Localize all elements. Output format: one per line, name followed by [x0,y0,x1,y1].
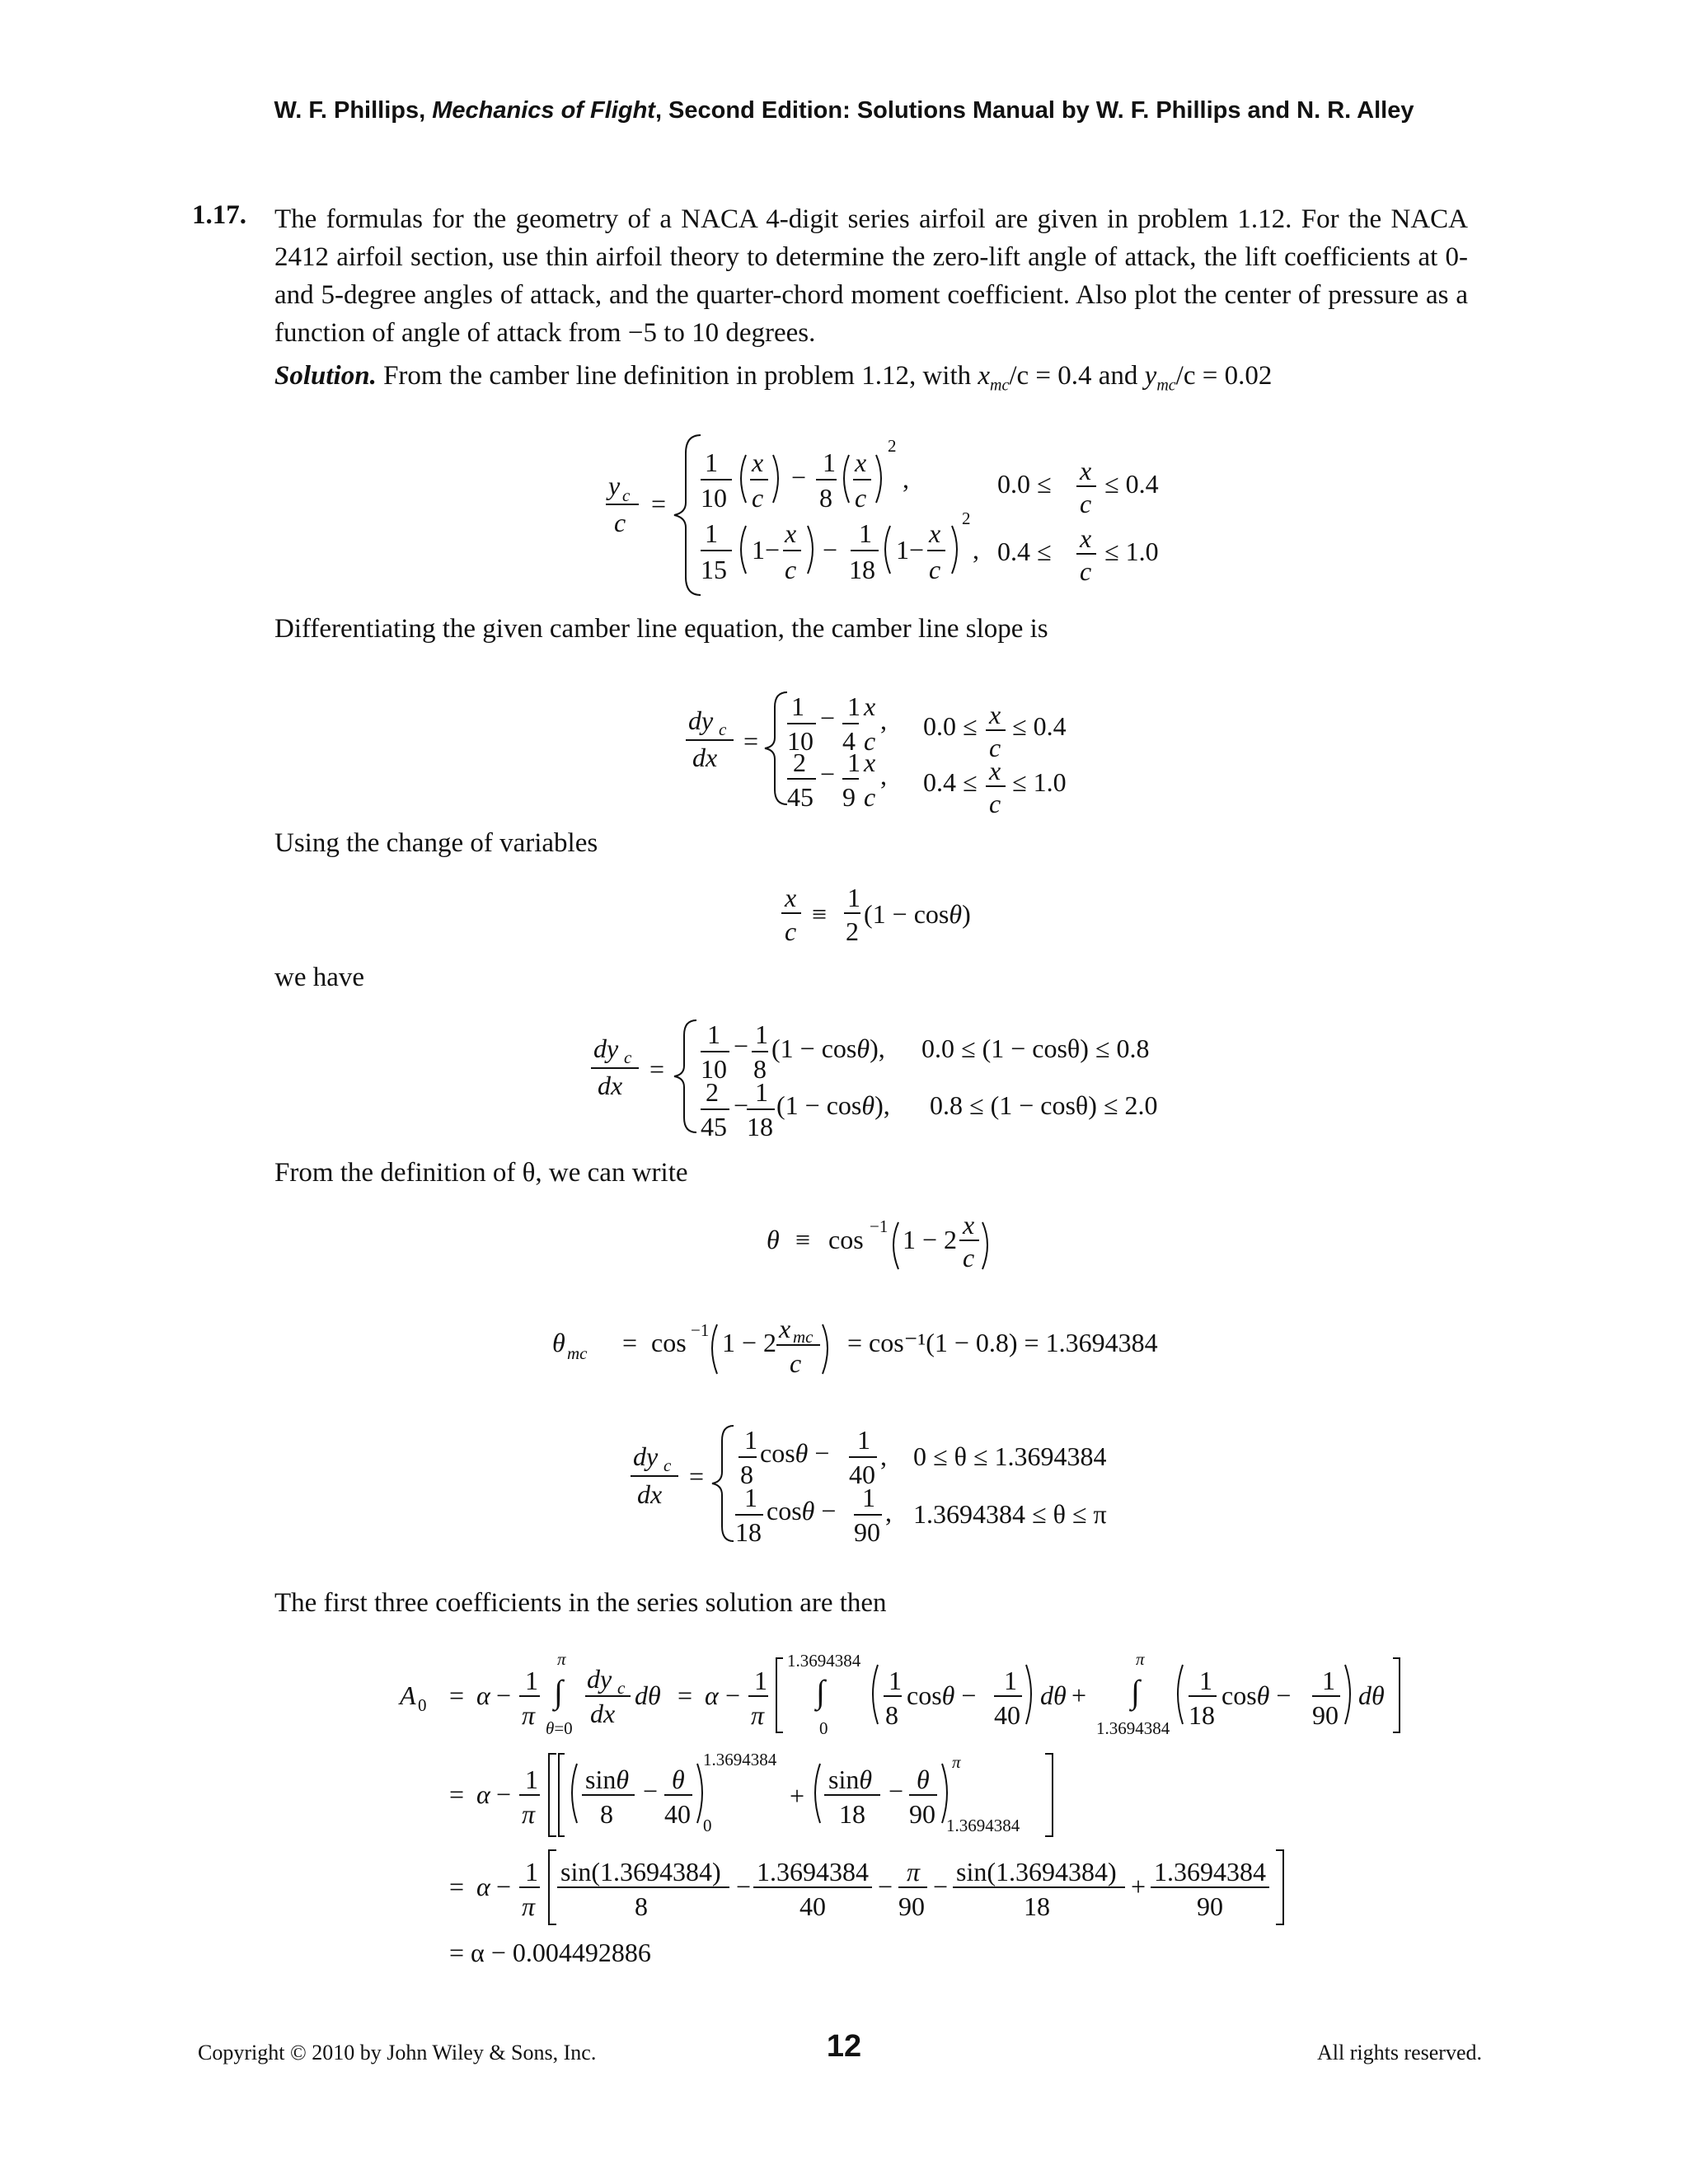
svg-text:+: + [1131,1872,1146,1901]
svg-text:,: , [973,535,979,565]
svg-text:c: c [614,508,626,537]
svg-text:18: 18 [849,555,875,584]
camber-range-1b: ≤ 0.4 [1104,469,1159,499]
bracket-den-3: 90 [898,1891,925,1921]
svg-text:−: − [820,759,836,789]
svg-text:18: 18 [747,1112,773,1141]
svg-text:1−: 1− [752,535,781,565]
solution-intro [274,361,1272,396]
svg-text:−1: −1 [691,1320,710,1340]
svg-text:2: 2 [962,509,971,528]
svg-text:40: 40 [994,1700,1020,1730]
svg-text:x: x [864,748,876,777]
svg-text:1: 1 [755,1019,768,1049]
svg-text:≤ 1.0: ≤ 1.0 [1012,767,1067,797]
svg-text:c: c [624,1047,632,1067]
svg-text:dx: dx [637,1479,663,1509]
svg-text:,: , [903,464,909,494]
svg-text:+: + [790,1781,805,1811]
svg-text:40: 40 [664,1799,691,1829]
header-suffix: , Second Edition: Solutions Manual by W. F. Phillips and N. R. Alley [654,97,1414,124]
svg-text:1: 1 [791,691,804,721]
header-book-title: Mechanics of Flight [432,97,655,124]
svg-text:,: , [880,1441,887,1471]
bracket-den-5: 90 [1197,1891,1223,1921]
svg-text:1: 1 [823,448,836,477]
svg-text:mc: mc [567,1343,588,1363]
svg-text:2: 2 [888,436,897,456]
camber-range-2b: ≤ 1.0 [1104,537,1159,566]
svg-text:θ: θ [672,1765,685,1794]
paragraph-definition-theta: From the definition of θ, we can write [274,1158,688,1188]
svg-text:y: y [608,471,621,500]
svg-text:=: = [689,1461,705,1491]
svg-text:=: = [449,1779,465,1809]
svg-text:mc: mc [793,1327,814,1347]
svg-text:1: 1 [862,1483,875,1512]
svg-text:−: − [820,703,836,733]
svg-text:π: π [522,1799,536,1829]
svg-text:9: 9 [842,782,856,812]
svg-text:π: π [751,1700,765,1730]
svg-text:−: − [791,462,807,492]
svg-text:x: x [963,1210,975,1240]
svg-text:0: 0 [418,1695,427,1715]
svg-text:10: 10 [701,1054,727,1084]
svg-text:x: x [785,883,797,912]
svg-text:θ=0: θ=0 [546,1718,573,1738]
svg-text:≡: ≡ [812,899,828,929]
svg-text:α: α [476,1872,490,1901]
svg-text:=: = [649,1054,665,1084]
svg-text:(1 − cosθ),: (1 − cosθ), [771,1033,885,1063]
svg-text:0.0 ≤: 0.0 ≤ [923,711,978,741]
solution-text: From the camber line definition in problem 1.12, with [383,361,972,391]
svg-text:90: 90 [909,1799,935,1829]
svg-text:x: x [864,691,876,721]
svg-text:cosθ −: cosθ − [767,1496,837,1526]
slope-theta-equation [0,1012,1688,1152]
svg-text:1: 1 [525,1666,538,1695]
svg-text:c: c [929,555,941,584]
svg-text:+: + [1071,1680,1087,1710]
svg-text:θ: θ [917,1765,930,1794]
svg-text:π: π [1136,1649,1145,1669]
svg-text:θ: θ [767,1225,780,1254]
a0-result [0,1929,1688,1978]
theta-definition-equation [0,1207,1688,1282]
slope-condition-1: 0.0 ≤ (1 − cosθ) ≤ 0.8 [921,1033,1150,1063]
svg-text:1: 1 [755,1077,768,1107]
svg-text:−: − [734,1031,749,1061]
svg-text:=: = [678,1680,693,1710]
svg-text:2: 2 [846,916,859,946]
a0-result-text: = α − 0.004492886 [449,1938,651,1967]
svg-text:90: 90 [854,1517,880,1547]
svg-text:2: 2 [793,748,806,777]
running-header [0,97,1688,124]
svg-text:∫: ∫ [816,1673,825,1710]
svg-text:dy: dy [593,1033,619,1063]
svg-text:4: 4 [842,726,856,756]
svg-text:18: 18 [839,1799,865,1829]
paragraph-differentiating: Differentiating the given camber line equation, the camber line slope is [274,614,1048,644]
svg-text:18: 18 [735,1517,762,1547]
svg-text:−1: −1 [870,1216,889,1236]
svg-text:cosθ −: cosθ − [1221,1680,1292,1710]
svg-text:dθ: dθ [1358,1680,1385,1710]
svg-text:(1 − cosθ),: (1 − cosθ), [776,1090,890,1120]
theta-mc-equation [0,1315,1688,1389]
camber-slope-equation [0,684,1688,824]
svg-text:π: π [557,1649,566,1669]
svg-text:,: , [880,705,887,735]
svg-text:=: = [449,1680,465,1710]
ymc-subscript: mc [1156,376,1176,395]
svg-text:10: 10 [701,483,727,513]
svg-text:−: − [643,1776,659,1806]
svg-text:c: c [719,719,727,739]
theta-range-2: 1.3694384 ≤ θ ≤ π [913,1499,1107,1529]
bracket-den-1: 8 [635,1891,648,1921]
svg-text:c: c [617,1678,626,1698]
bracket-term-2: 1.3694384 [757,1857,869,1886]
svg-text:1: 1 [859,518,872,548]
xmc-subscript: mc [990,376,1010,395]
svg-text:1: 1 [707,1019,720,1049]
svg-text:1−: 1− [896,535,925,565]
svg-text:−: − [496,1680,512,1710]
svg-text:=: = [622,1328,638,1357]
svg-text:c: c [989,733,1001,762]
svg-text:c: c [963,1243,975,1272]
camber-range-1: 0.0 ≤ [997,469,1052,499]
svg-text:0.4 ≤: 0.4 ≤ [923,767,978,797]
svg-text:α: α [476,1680,490,1710]
svg-text:1 − 2: 1 − 2 [722,1328,777,1357]
svg-text:cos: cos [651,1328,687,1357]
svg-text:α: α [705,1680,719,1710]
svg-text:c: c [989,789,1001,818]
svg-text:dθ: dθ [635,1680,661,1710]
svg-text:dx: dx [590,1699,616,1728]
svg-text:=: = [449,1872,465,1901]
svg-text:−: − [734,1090,749,1120]
svg-text:=: = [651,489,667,518]
page-number: 12 [826,2029,862,2064]
svg-text:c: c [785,555,797,584]
svg-text:8: 8 [753,1054,767,1084]
svg-text:2: 2 [706,1077,719,1107]
slope-condition-2: 0.8 ≤ (1 − cosθ) ≤ 2.0 [930,1090,1158,1120]
svg-text:dy: dy [587,1664,612,1694]
svg-text:1: 1 [705,448,718,477]
slope-theta-mc-equation [0,1416,1688,1556]
svg-text:x: x [779,1314,791,1343]
svg-text:x: x [989,756,1001,785]
svg-text:cos: cos [828,1225,864,1254]
svg-text:x: x [929,518,941,548]
change-of-variable-equation [0,878,1688,952]
svg-text:1: 1 [847,883,860,912]
svg-text:1: 1 [889,1666,902,1695]
header-prefix: W. F. Phillips, [274,97,426,124]
svg-text:c: c [785,916,797,946]
svg-text:π: π [522,1891,536,1921]
paragraph-we-have: we have [274,963,365,992]
problem-statement: The formulas for the geometry of a NACA 4-digit series airfoil are given in problem 1.12. For the NACA 2412 airfoil section, use thin airfoil theory to determine the zero-lift angle of attack, the lift coefficients at 0- and 5-degree angles of attack, and the quarter-chord moment coefficient. Also plot the center of pressure as a function of angle of attack from −5 to 10 degrees. [274,204,1468,348]
svg-text:≤ 0.4: ≤ 0.4 [1012,711,1067,741]
svg-text:x: x [855,448,867,477]
svg-text:c: c [855,483,867,513]
svg-text:−: − [878,1872,893,1901]
footer-copyright: Copyright © 2010 by John Wiley & Sons, Inc. [198,2041,597,2064]
bracket-den-4: 18 [1024,1891,1050,1921]
svg-text:8: 8 [885,1700,898,1730]
svg-text:10: 10 [787,726,814,756]
svg-text:c: c [1080,556,1092,586]
svg-text:,: , [880,761,887,790]
bracket-term-5: 1.3694384 [1154,1857,1266,1886]
bracket-den-2: 40 [799,1891,826,1921]
bracket-term-4: sin(1.3694384) [956,1857,1117,1886]
theta-range-1: 0 ≤ θ ≤ 1.3694384 [913,1441,1107,1471]
svg-text:∫: ∫ [1131,1673,1140,1710]
svg-text:dx: dx [598,1071,623,1100]
svg-text:1: 1 [1199,1666,1212,1695]
svg-text:−: − [889,1776,904,1806]
xmc-value: /c = 0.4 and [1009,361,1138,391]
svg-text:45: 45 [701,1112,727,1141]
ymc-symbol: y [1144,361,1157,391]
svg-text:,: , [885,1497,892,1527]
camber-range-2: 0.4 ≤ [997,537,1052,566]
svg-text:=: = [743,726,759,756]
footer-rights: All rights reserved. [1316,2041,1482,2064]
svg-text:40: 40 [849,1460,875,1489]
theta-mc-value: = cos⁻¹(1 − 0.8) = 1.3694384 [847,1328,1158,1357]
svg-text:15: 15 [701,555,727,584]
svg-text:dx: dx [692,743,718,772]
svg-text:1: 1 [857,1425,870,1455]
svg-text:∫: ∫ [554,1673,563,1710]
integral-lower-limit-2: 1.3694384 [1096,1718,1170,1738]
svg-text:−: − [496,1779,512,1809]
svg-text:1: 1 [744,1425,757,1455]
svg-text:c: c [790,1348,802,1378]
svg-text:1: 1 [847,691,860,721]
svg-text:1: 1 [1322,1666,1335,1695]
svg-text:0: 0 [819,1718,828,1738]
svg-text:−: − [736,1872,752,1901]
svg-text:c: c [622,485,631,505]
solution-label: Solution. [274,361,377,391]
bracket-term-3: π [907,1857,921,1886]
svg-text:cosθ −: cosθ − [907,1680,977,1710]
svg-text:1: 1 [847,748,860,777]
svg-text:α: α [476,1779,490,1809]
svg-text:dθ: dθ [1040,1680,1067,1710]
svg-text:x: x [1080,523,1092,553]
svg-text:x: x [1080,456,1092,485]
svg-text:sinθ: sinθ [828,1765,873,1794]
svg-text:dy: dy [633,1441,659,1471]
svg-text:1: 1 [744,1483,757,1512]
svg-text:≡: ≡ [795,1225,811,1254]
paragraph-coefficients: The first three coefficients in the series solution are then [274,1588,887,1618]
svg-text:c: c [752,483,764,513]
svg-text:A: A [400,1680,416,1710]
svg-text:x: x [752,448,764,477]
svg-text:8: 8 [740,1460,753,1489]
a0-coefficient-equation [0,1648,1688,1953]
svg-text:90: 90 [1312,1700,1339,1730]
svg-text:x: x [785,518,797,548]
svg-text:8: 8 [819,483,832,513]
svg-text:cosθ −: cosθ − [760,1438,830,1468]
svg-text:1: 1 [525,1857,538,1886]
problem-number: 1.17. [192,200,246,230]
svg-text:c: c [663,1455,672,1475]
svg-text:1: 1 [525,1765,538,1794]
svg-text:0: 0 [703,1816,712,1835]
integral-upper-limit-1: 1.3694384 [787,1651,861,1671]
xmc-symbol: x [978,361,991,391]
svg-text:−: − [496,1872,512,1901]
svg-text:−: − [725,1680,741,1710]
svg-text:45: 45 [787,782,814,812]
svg-text:1 − 2: 1 − 2 [903,1225,958,1254]
svg-text:1: 1 [705,518,718,548]
svg-text:c: c [1080,489,1092,518]
svg-text:θ: θ [552,1328,565,1357]
svg-text:8: 8 [600,1799,613,1829]
camber-line-equation [0,420,1688,618]
bracket-term-1: sin(1.3694384) [560,1857,721,1886]
svg-text:x: x [989,700,1001,729]
ymc-value: /c = 0.02 [1175,361,1273,391]
svg-text:sinθ: sinθ [585,1765,630,1794]
eval-lower-limit: 1.3694384 [946,1816,1020,1835]
svg-text:π: π [952,1752,961,1772]
svg-text:18: 18 [1189,1700,1215,1730]
svg-text:c: c [864,782,876,812]
svg-text:−: − [823,535,838,565]
eval-upper-limit: 1.3694384 [703,1750,777,1769]
svg-text:1: 1 [754,1666,767,1695]
svg-text:1: 1 [1004,1666,1017,1695]
svg-text:c: c [864,726,876,756]
svg-text:(1 − cosθ): (1 − cosθ) [864,899,971,929]
svg-text:π: π [522,1700,536,1730]
svg-text:−: − [933,1872,949,1901]
paragraph-change-vars: Using the change of variables [274,828,598,858]
svg-text:dy: dy [688,705,714,735]
